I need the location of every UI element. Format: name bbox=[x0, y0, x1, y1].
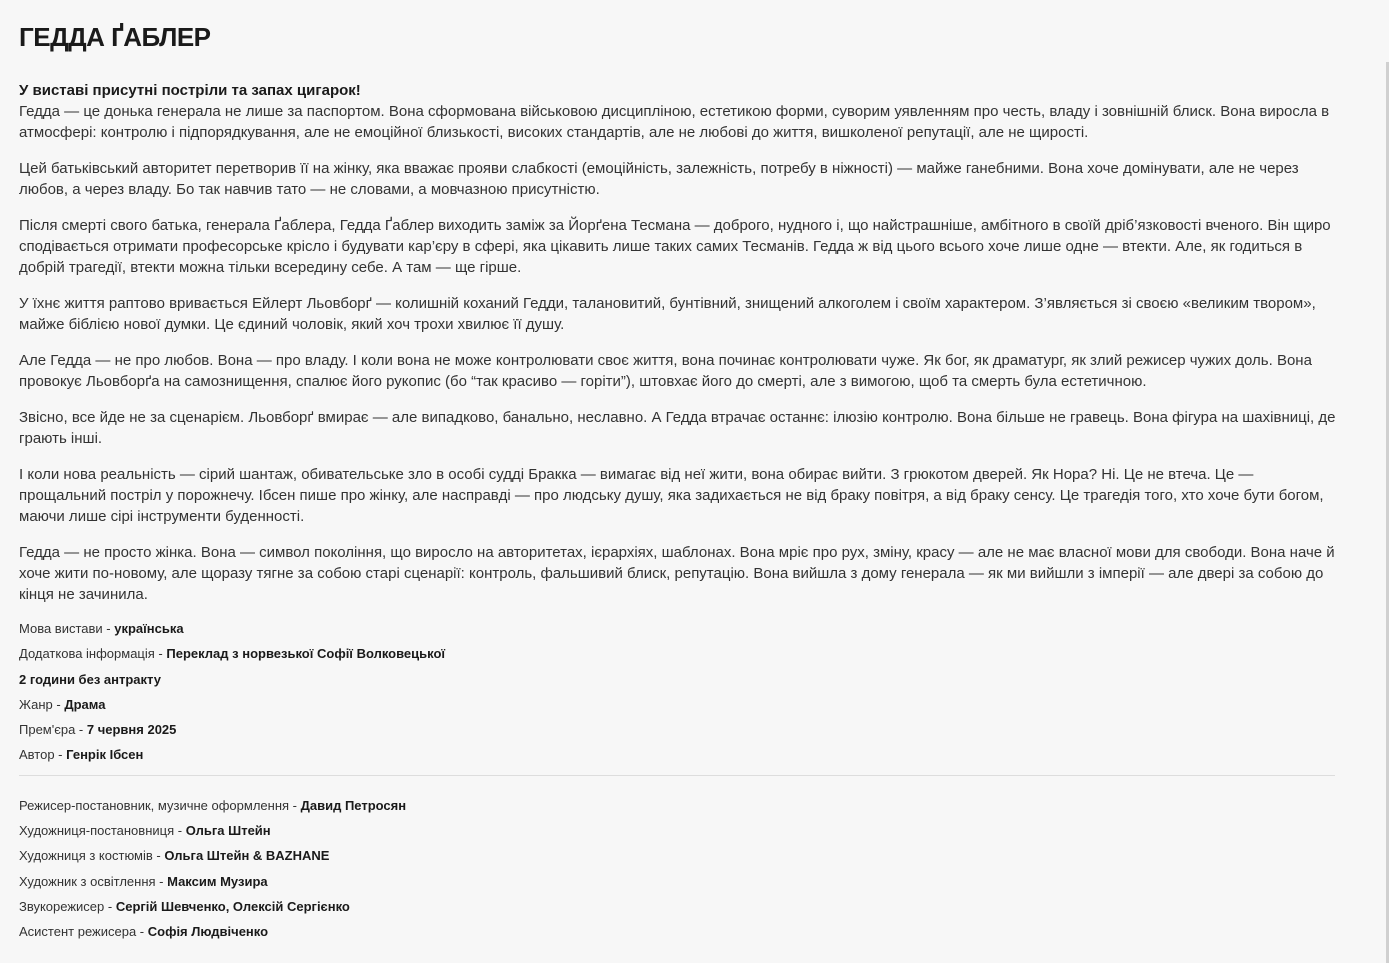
info-additional bbox=[19, 645, 1337, 670]
credit-set-designer bbox=[19, 822, 1337, 847]
description-text: Гедда — це донька генерала не лише за паспортом. Вона сформована військовою дисципліною, естетикою форми, суворим уявленням про честь, владу і зовнішній блиск. Вона виросла в атмосфері: контролю і підпорядкування, але не емоційної близькості, високих стандартів, але не любові до життя, вишколеної репутації, але не щирості. bbox=[19, 103, 1330, 141]
info-author bbox=[19, 746, 1337, 771]
info-label: Жанр - bbox=[19, 696, 65, 712]
info-value: 7 червня 2025 bbox=[86, 722, 177, 738]
credit-person: Давид Петросян bbox=[300, 797, 407, 813]
description-paragraph: У їхнє життя раптово вривається Ейлерт Льовборґ — колишній коханий Гедди, талановитий, бунтівний, знищений алкоголем і своїм характером. З’являється зі своєю «великим твором», майже біблією нової думки. Це єдиний чоловік, який хоч трохи хвилює її душу. bbox=[19, 295, 1316, 333]
info-label: Додаткова інформація - bbox=[19, 646, 167, 662]
description-paragraph bbox=[19, 80, 1337, 143]
info-value: Переклад з норвезької Софії Волковецької bbox=[166, 646, 446, 662]
credit-person: Ольга Штейн & BAZHANE bbox=[164, 848, 330, 864]
credit-assistant-director bbox=[19, 923, 1337, 948]
info-value: Драма bbox=[64, 696, 106, 712]
play-info-list bbox=[19, 620, 1337, 772]
credit-person: Ольга Штейн bbox=[185, 823, 271, 839]
credit-role: Звукорежисер - bbox=[19, 898, 116, 914]
description-paragraph: Після смерті свого батька, генерала Ґаблера, Гедда Ґаблер виходить заміж за Йорґена Тесмана — доброго, нудного і, що найстрашніше, амбітного в своїй дріб’язковості вченого. Він щиро сподівається отримати професорське крісло і будувати кар’єру в сфері, яка цікавить лише таких самих Тесманів. Гедда ж від цього всього хоче лише одне — втекти. Але, як годиться в добрій трагедії, втекти можна тільки всередину себе. А там — ще гірше. bbox=[19, 217, 1331, 276]
description-paragraph: Звісно, все йде не за сценарієм. Льовборґ вмирає — але випадково, банально, неславно. А Гедда втрачає останнє: ілюзію контролю. Вона більше не гравець. Вона фігура на шахівниці, де грають інші. bbox=[19, 409, 1336, 447]
credit-role: Асистент режисера - bbox=[19, 924, 148, 940]
section-divider bbox=[19, 775, 1335, 776]
info-label: Прем'єра - bbox=[19, 722, 87, 738]
credit-role: Режисер-постановник, музичне оформлення - bbox=[19, 797, 301, 813]
warning-text: У виставі присутні постріли та запах цигарок! bbox=[19, 82, 361, 99]
play-description bbox=[19, 80, 1337, 605]
credit-role: Художник з освітлення - bbox=[19, 873, 168, 889]
info-label: Мова вистави - bbox=[19, 621, 115, 636]
info-language bbox=[19, 620, 1337, 645]
credit-director bbox=[19, 797, 1337, 822]
credit-person: Максим Музира bbox=[167, 873, 268, 889]
credit-person: Софія Людвіченко bbox=[147, 924, 269, 940]
description-paragraph: І коли нова реальність — сірий шантаж, обивательське зло в особі судді Бракка — вимагає від неї жити, вона обирає вийти. З грюкотом дверей. Як Нора? Ні. Це не втеча. Це — прощальний постріл у порожнечу. Ібсен пише про жінку, але насправді — про людську душу, яка задихається не від браку повітря, а від браку сенсу. Це трагедія того, хто хоче бути богом, маючи лише сірі інструменти буденності. bbox=[19, 466, 1324, 525]
play-page bbox=[19, 20, 1337, 949]
info-label: Автор - bbox=[19, 747, 67, 763]
credit-sound-engineer bbox=[19, 898, 1337, 923]
info-premiere bbox=[19, 721, 1337, 746]
credit-role: Художниця з костюмів - bbox=[19, 848, 165, 864]
credits-list bbox=[19, 797, 1337, 949]
description-paragraph: Але Гедда — не про любов. Вона — про владу. І коли вона не може контролювати своє життя, вона починає контролювати чуже. Як бог, як драматург, як злий режисер чужих доль. Вона провокує Льовборґа на самознищення, спалює його рукопис (бо “так красиво — горіти”), штовхає його до смерті, але з вимогою, щоб та смерть була естетичною. bbox=[19, 352, 1312, 390]
info-value: Генрік Ібсен bbox=[66, 747, 144, 763]
credit-lighting-designer bbox=[19, 873, 1337, 898]
description-paragraph: Гедда — не просто жінка. Вона — символ покоління, що виросло на авторитетах, ієрархіях, шаблонах. Вона мріє про рух, зміну, красу — але не має власної мови для свободи. Вона наче й хоче жити по-новому, але щоразу тягне за собою старі сценарії: контроль, фальшивий блиск, репутацію. Вона вийшла з дому генерала — як ми вийшли з імперії — але двері за собою до кінця не зачинила. bbox=[19, 544, 1335, 603]
credit-person: Сергій Шевченко, Олексій Сергієнко bbox=[115, 898, 350, 914]
credit-costume-designer bbox=[19, 847, 1337, 872]
credit-role: Художниця-постановниця - bbox=[19, 823, 186, 839]
info-genre bbox=[19, 696, 1337, 721]
page-title: ГЕДДА ҐАБЛЕР bbox=[19, 22, 211, 52]
description-paragraph: Цей батьківський авторитет перетворив її на жінку, яка вважає прояви слабкості (емоційність, залежність, потребу в ніжності) — майже ганебними. Вона хоче домінувати, але не через любов, а через владу. Бо так навчив тато — не словами, а мовчазною присутністю. bbox=[19, 160, 1299, 198]
info-value: 2 години без антракту bbox=[19, 671, 161, 687]
info-duration bbox=[19, 671, 1337, 696]
info-value: українська bbox=[114, 621, 184, 636]
